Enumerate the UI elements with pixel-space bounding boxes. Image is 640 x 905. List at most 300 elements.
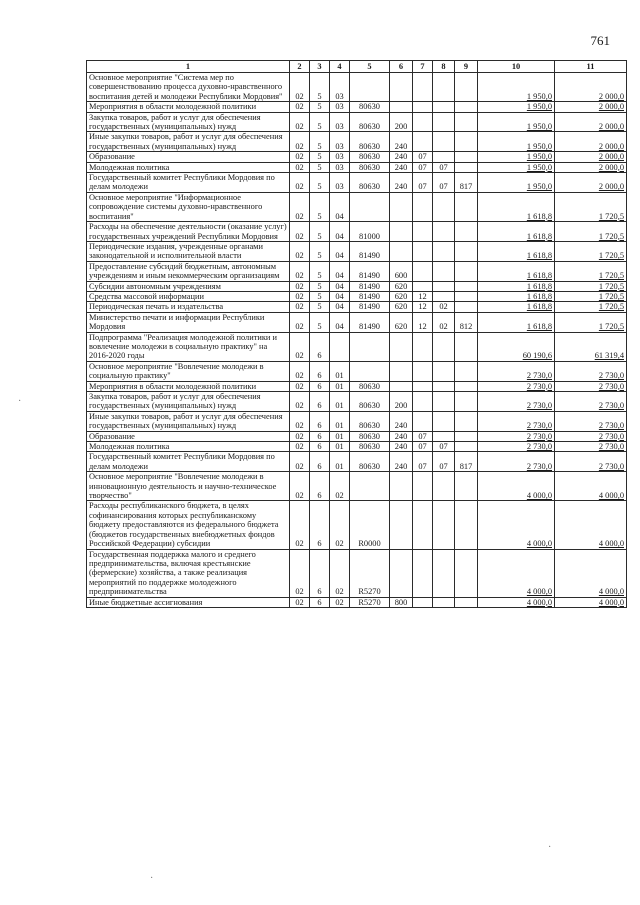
table-row [87,361,627,381]
code-cell [350,73,390,102]
code-cell: 620 [390,281,413,291]
code-cell [433,597,455,607]
amount-col-11 [555,173,627,193]
code-cell: 02 [290,192,310,221]
table-row [87,411,627,431]
amount-col-11 [555,281,627,291]
amount-col-10 [478,132,555,152]
code-cell: 81490 [350,302,390,312]
amount-value: 1 618,8 [526,251,552,261]
code-cell: 240 [390,132,413,152]
code-cell: 04 [330,302,350,312]
code-cell: 02 [290,291,310,301]
amount-value: 1 950,0 [526,182,552,192]
amount-value: 2 000,0 [598,162,624,172]
amount-value: 1 950,0 [526,91,552,101]
table-row [87,392,627,412]
code-cell [390,332,413,361]
code-cell [413,73,433,102]
table-row [87,241,627,261]
table-row [87,472,627,501]
amount-value: 1 950,0 [526,152,552,162]
code-cell: 800 [390,597,413,607]
code-cell: 02 [290,222,310,242]
code-cell [413,361,433,381]
code-cell [413,261,433,281]
code-cell [413,112,433,132]
amount-col-11 [555,152,627,162]
table-row [87,501,627,549]
code-cell [433,501,455,549]
code-cell: 5 [310,192,330,221]
code-cell: 240 [390,452,413,472]
header-row [87,61,627,73]
code-cell [433,261,455,281]
amount-col-11 [555,312,627,332]
row-name: Иные закупки товаров, работ и услуг для обеспечения государственных (муниципальных) нужд [87,411,290,431]
row-name: Молодежная политика [87,162,290,172]
code-cell: 02 [290,472,310,501]
code-cell: 07 [433,173,455,193]
code-cell [455,112,478,132]
code-cell: 240 [390,173,413,193]
amount-value: 2 730,0 [526,431,552,441]
code-cell: 01 [330,411,350,431]
code-cell [413,281,433,291]
column-header: 8 [433,61,455,73]
amount-value: 2 730,0 [598,371,624,381]
code-cell [455,361,478,381]
code-cell [390,73,413,102]
amount-col-10 [478,291,555,301]
code-cell: R5270 [350,549,390,597]
code-cell [433,291,455,301]
code-cell: 5 [310,222,330,242]
code-cell: 5 [310,152,330,162]
code-cell: 02 [290,173,310,193]
amount-value: 4 000,0 [526,539,552,549]
code-cell: 6 [310,472,330,501]
code-cell: 02 [290,302,310,312]
code-cell [413,392,433,412]
code-cell: 07 [413,431,433,441]
amount-col-10 [478,501,555,549]
row-name: Государственная поддержка малого и среднего предпринимательства, включая крестьянские (фермерские) хозяйства, а также реализация мероприятий по поддержке молодежного предпринимательства [87,549,290,597]
amount-col-10 [478,281,555,291]
scan-mark: · [150,873,154,884]
code-cell: 04 [330,312,350,332]
amount-col-11 [555,452,627,472]
code-cell: 02 [290,112,310,132]
code-cell: 5 [310,281,330,291]
code-cell: 02 [330,597,350,607]
amount-value: 2 000,0 [598,141,624,151]
code-cell: 5 [310,102,330,112]
column-header: 11 [555,61,627,73]
code-cell [390,381,413,391]
code-cell [330,332,350,361]
amount-value: 2 730,0 [598,401,624,411]
amount-value: 1 618,8 [526,291,552,301]
page-number: 761 [590,33,610,48]
table-row [87,152,627,162]
code-cell: 01 [330,431,350,441]
code-cell: 02 [290,381,310,391]
table-row [87,549,627,597]
amount-value: 4 000,0 [526,491,552,501]
table-row [87,192,627,221]
amount-value: 61 319,4 [594,351,624,361]
code-cell [390,102,413,112]
code-cell: 02 [290,431,310,441]
code-cell: 02 [290,452,310,472]
code-cell: 5 [310,162,330,172]
amount-value: 4 000,0 [598,597,624,607]
amount-col-11 [555,392,627,412]
amount-value: 2 730,0 [526,461,552,471]
code-cell [455,381,478,391]
code-cell [455,222,478,242]
row-name: Расходы республиканского бюджета, в целях софинансирования которых республиканскому бюджету предоставляются из федерального бюджета (бюджетов государственных внебюджетных фондов Российской Федерации) субсидии [87,501,290,549]
code-cell: 6 [310,392,330,412]
code-cell: 81000 [350,222,390,242]
code-cell: 04 [330,261,350,281]
amount-value: 2 730,0 [526,371,552,381]
code-cell [455,261,478,281]
amount-value: 2 000,0 [598,122,624,132]
amount-value: 1 950,0 [526,141,552,151]
code-cell [455,152,478,162]
table-row [87,261,627,281]
amount-value: 2 730,0 [526,381,552,391]
code-cell [455,291,478,301]
amount-value: 2 000,0 [598,152,624,162]
scan-mark: · [18,396,22,407]
code-cell [350,192,390,221]
code-cell: 02 [290,501,310,549]
amount-value: 4 000,0 [598,587,624,597]
code-cell: 03 [330,173,350,193]
amount-col-11 [555,597,627,607]
code-cell [455,192,478,221]
amount-col-10 [478,173,555,193]
code-cell [413,192,433,221]
code-cell: 80630 [350,132,390,152]
code-cell [433,73,455,102]
code-cell [433,241,455,261]
code-cell [433,381,455,391]
amount-value: 1 720,5 [598,231,624,241]
code-cell [455,442,478,452]
code-cell [455,549,478,597]
amount-col-10 [478,442,555,452]
column-header: 6 [390,61,413,73]
amount-col-10 [478,152,555,162]
code-cell [413,132,433,152]
amount-value: 4 000,0 [526,597,552,607]
amount-col-10 [478,192,555,221]
code-cell: 03 [330,132,350,152]
row-name: Мероприятия в области молодежной политики [87,381,290,391]
code-cell: 620 [390,302,413,312]
amount-col-11 [555,411,627,431]
amount-value: 2 730,0 [598,431,624,441]
table-row [87,312,627,332]
code-cell: 02 [290,442,310,452]
code-cell: 03 [330,102,350,112]
code-cell: 01 [330,381,350,391]
table-row [87,452,627,472]
code-cell [455,472,478,501]
amount-value: 2 000,0 [598,91,624,101]
code-cell: 02 [290,132,310,152]
row-name: Основное мероприятие "Информационное сопровождение системы духовно-нравственного воспитания" [87,192,290,221]
code-cell: 80630 [350,102,390,112]
code-cell [455,392,478,412]
amount-value: 1 720,5 [598,322,624,332]
code-cell: 200 [390,112,413,132]
code-cell: 07 [413,152,433,162]
code-cell [390,549,413,597]
code-cell: 80630 [350,173,390,193]
code-cell: 03 [330,152,350,162]
amount-col-10 [478,162,555,172]
amount-col-11 [555,431,627,441]
code-cell: 5 [310,302,330,312]
code-cell [433,332,455,361]
code-cell [433,281,455,291]
row-name: Основное мероприятие "Вовлечение молодежи в инновационную деятельность и научно-техническое творчество" [87,472,290,501]
amount-col-10 [478,73,555,102]
code-cell: 80630 [350,381,390,391]
code-cell: 12 [413,291,433,301]
code-cell: 02 [330,472,350,501]
amount-col-10 [478,112,555,132]
code-cell: 02 [290,102,310,112]
amount-value: 1 618,8 [526,231,552,241]
code-cell: 6 [310,332,330,361]
code-cell: 80630 [350,411,390,431]
code-cell: 81490 [350,241,390,261]
amount-col-10 [478,361,555,381]
code-cell: 6 [310,361,330,381]
amount-value: 4 000,0 [598,539,624,549]
code-cell: 80630 [350,431,390,441]
code-cell: 02 [290,162,310,172]
amount-col-11 [555,472,627,501]
code-cell [413,501,433,549]
amount-col-10 [478,102,555,112]
amount-value: 2 730,0 [526,421,552,431]
code-cell: 240 [390,411,413,431]
code-cell: 80630 [350,162,390,172]
amount-col-10 [478,472,555,501]
code-cell: 6 [310,381,330,391]
amount-col-11 [555,73,627,102]
amount-col-11 [555,361,627,381]
code-cell [433,431,455,441]
table-row [87,291,627,301]
row-name: Государственный комитет Республики Мордовия по делам молодежи [87,173,290,193]
table-row [87,162,627,172]
code-cell [433,192,455,221]
code-cell: 6 [310,452,330,472]
code-cell [455,302,478,312]
code-cell: 240 [390,152,413,162]
code-cell [390,192,413,221]
code-cell: 240 [390,431,413,441]
code-cell: 04 [330,281,350,291]
code-cell: 81490 [350,281,390,291]
amount-value: 2 730,0 [598,421,624,431]
code-cell [433,411,455,431]
row-name: Средства массовой информации [87,291,290,301]
code-cell: 5 [310,73,330,102]
column-header: 2 [290,61,310,73]
code-cell [455,132,478,152]
table-row [87,112,627,132]
code-cell: 80630 [350,452,390,472]
code-cell [433,361,455,381]
column-header: 3 [310,61,330,73]
amount-value: 2 730,0 [598,442,624,452]
code-cell: 03 [330,112,350,132]
code-cell: 80630 [350,152,390,162]
column-header: 1 [87,61,290,73]
code-cell: 07 [433,442,455,452]
code-cell [433,132,455,152]
amount-col-11 [555,549,627,597]
amount-col-10 [478,312,555,332]
code-cell: 04 [330,291,350,301]
code-cell: 6 [310,501,330,549]
amount-col-10 [478,431,555,441]
amount-col-11 [555,162,627,172]
code-cell [455,102,478,112]
code-cell [390,361,413,381]
code-cell [390,222,413,242]
row-name: Периодическая печать и издательства [87,302,290,312]
amount-col-10 [478,261,555,281]
amount-value: 4 000,0 [598,491,624,501]
code-cell: 5 [310,241,330,261]
amount-col-11 [555,261,627,281]
amount-col-11 [555,442,627,452]
table-row [87,132,627,152]
table-row [87,302,627,312]
code-cell: 620 [390,312,413,332]
code-cell: 02 [290,597,310,607]
code-cell: 6 [310,442,330,452]
amount-value: 1 950,0 [526,102,552,112]
code-cell: 02 [433,302,455,312]
row-name: Основное мероприятие "Вовлечение молодежи в социальную практику" [87,361,290,381]
amount-col-10 [478,452,555,472]
code-cell: 02 [290,411,310,431]
code-cell: 04 [330,192,350,221]
amount-value: 1 720,5 [598,281,624,291]
row-name: Мероприятия в области молодежной политики [87,102,290,112]
code-cell [455,597,478,607]
table-row [87,281,627,291]
code-cell [390,501,413,549]
code-cell: 80630 [350,112,390,132]
code-cell [455,281,478,291]
code-cell [433,102,455,112]
amount-value: 2 730,0 [598,461,624,471]
column-header: 4 [330,61,350,73]
code-cell: 02 [290,281,310,291]
table-row [87,102,627,112]
code-cell: 12 [413,302,433,312]
code-cell [413,411,433,431]
code-cell: 5 [310,291,330,301]
code-cell [455,332,478,361]
amount-value: 2 730,0 [598,381,624,391]
code-cell: 240 [390,162,413,172]
code-cell: 02 [290,549,310,597]
code-cell [350,472,390,501]
code-cell: 02 [290,241,310,261]
table-row [87,442,627,452]
code-cell: 6 [310,549,330,597]
code-cell: 5 [310,173,330,193]
amount-col-10 [478,411,555,431]
code-cell [413,381,433,391]
code-cell: 817 [455,452,478,472]
amount-value: 1 618,8 [526,302,552,312]
amount-col-11 [555,241,627,261]
amount-value: 2 730,0 [526,401,552,411]
code-cell [390,241,413,261]
amount-col-10 [478,381,555,391]
code-cell [433,472,455,501]
code-cell: 01 [330,452,350,472]
amount-col-11 [555,132,627,152]
table-row [87,381,627,391]
code-cell [413,597,433,607]
row-name: Образование [87,152,290,162]
amount-value: 1 618,8 [526,211,552,221]
code-cell: 5 [310,312,330,332]
amount-value: 1 950,0 [526,162,552,172]
code-cell: 6 [310,597,330,607]
amount-col-11 [555,302,627,312]
amount-value: 1 720,5 [598,271,624,281]
row-name: Основное мероприятие "Система мер по совершенствованию процесса духовно-нравственного воспитания детей и молодежи Республики Мордовия" [87,73,290,102]
code-cell: 02 [330,549,350,597]
code-cell: 04 [330,241,350,261]
code-cell: 02 [290,73,310,102]
code-cell: 02 [290,392,310,412]
scan-mark: · [548,842,552,853]
code-cell [433,549,455,597]
code-cell: 80630 [350,392,390,412]
code-cell [390,472,413,501]
amount-col-11 [555,291,627,301]
amount-col-10 [478,241,555,261]
amount-col-10 [478,332,555,361]
column-header: 9 [455,61,478,73]
row-name: Молодежная политика [87,442,290,452]
code-cell: 600 [390,261,413,281]
code-cell: 200 [390,392,413,412]
code-cell: 5 [310,132,330,152]
amount-value: 1 720,5 [598,302,624,312]
code-cell: 04 [330,222,350,242]
amount-col-11 [555,102,627,112]
code-cell [413,332,433,361]
